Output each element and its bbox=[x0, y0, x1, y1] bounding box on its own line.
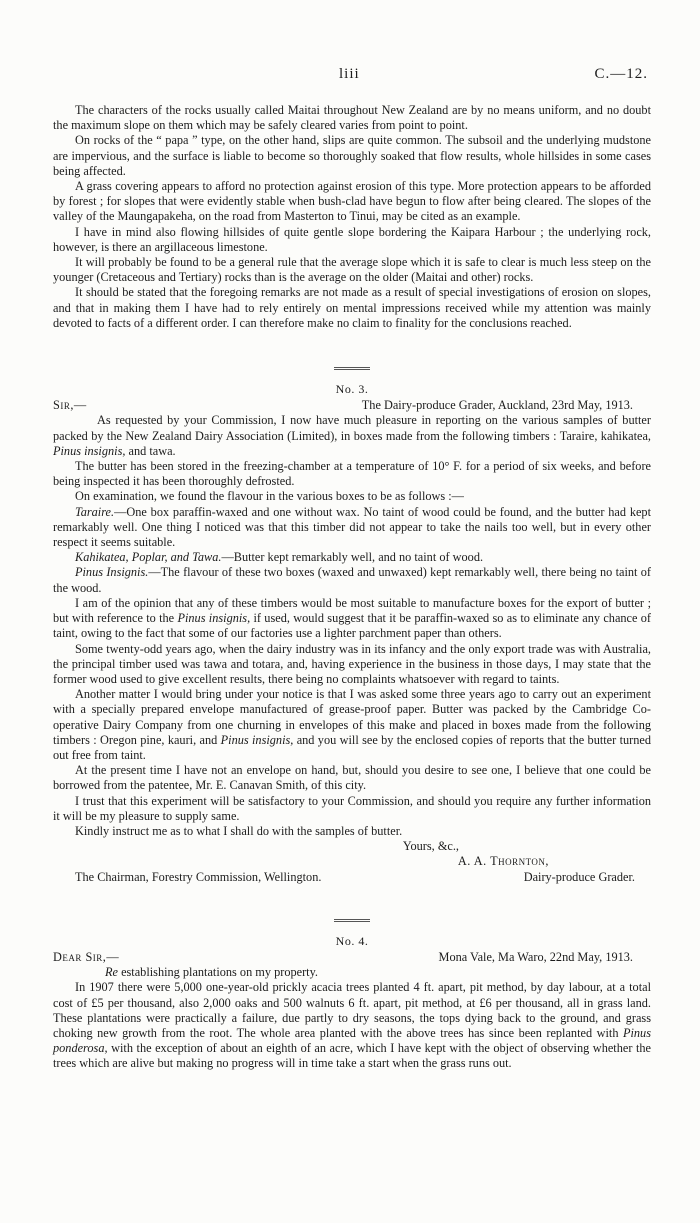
paragraph: It will probably be found to be a general rule that the average slope which it is safe to clear is much less steep on the younger (Cretaceous and Tertiary) rocks than is the average on the older (Maitai and other) rocks. bbox=[53, 255, 651, 285]
subject-line: Re establishing plantations on my property. bbox=[105, 965, 319, 980]
letter-heading bbox=[53, 950, 651, 965]
letter-heading bbox=[53, 398, 651, 413]
paragraph: The butter has been stored in the freezing-chamber at a temperature of 10° F. for a period of six weeks, and before being inspected it has been thoroughly defrosted. bbox=[53, 459, 651, 489]
paragraph: Some twenty-odd years ago, when the dairy industry was in its infancy and the only export trade was with Australia, the principal timber used was tawa and totara, and, having experience in the business in those days, I may state that the former wood used to give excellent results, there being no complaints whatsoever with regard to taints. bbox=[53, 641, 651, 686]
document-body bbox=[53, 103, 651, 1072]
paragraph: Another matter I would bring under your notice is that I was asked some three years ago to carry out an experiment with a specially prepared envelope manufactured of grease-proof paper. Butter was packed by the Cambridge Co-operative Dairy Company from one churning in envelopes of this make and placed in boxes made from the following timbers : Oregon pine, kauri, and Pinus insignis, and you will see by the enclosed copies of reports that the butter turned out free from taint. bbox=[53, 687, 651, 762]
paragraph: On examination, we found the flavour in the various boxes to be as follows :— bbox=[75, 489, 464, 504]
addressee: The Chairman, Forestry Commission, Wellington. bbox=[75, 869, 322, 884]
page-number: liii bbox=[339, 66, 360, 82]
paragraph: At the present time I have not an envelope on hand, but, should you desire to see one, I believe that one could be borrowed from the patentee, Mr. E. Canavan Smith, of this city. bbox=[53, 763, 651, 793]
letter-number: No. 3. bbox=[335, 382, 369, 397]
paragraph: The characters of the rocks usually called Maitai throughout New Zealand are by no means uniform, and no doubt the maximum slope on them which may be safely cleared varies from point to point. bbox=[53, 103, 651, 133]
signature: A. A. Thornton, bbox=[457, 854, 549, 869]
page-header bbox=[0, 66, 700, 86]
salutation: Dear Sir,— bbox=[53, 949, 120, 964]
paragraph: It should be stated that the foregoing remarks are not made as a result of special investigations of erosion on slopes, and that in making them I have had to rely entirely on mental impressions received while my attention was mainly devoted to facts of a different order. I can therefore make no claim to finality for the conclusions reached. bbox=[53, 285, 651, 330]
letter-footer bbox=[53, 870, 651, 885]
paragraph: Taraire.—One box paraffin-waxed and one without wax. No taint of wood could be found, and the butter had kept remarkably well. One thing I noticed was that this timber did not appear to take the nails too well, but in every other respect it seems suitable. bbox=[53, 504, 651, 550]
paragraph: On rocks of the “ papa ” type, on the other hand, slips are quite common. The subsoil and the underlying mudstone are impervious, and the surface is liable to become so thoroughly soaked that flow results, whole hillsides in some cases being affected. bbox=[53, 133, 651, 178]
section-divider bbox=[334, 919, 370, 922]
dateline: Mona Vale, Ma Waro, 22nd May, 1913. bbox=[438, 949, 633, 964]
salutation: Sir,— bbox=[53, 398, 87, 413]
paragraph: In 1907 there were 5,000 one-year-old prickly acacia trees planted 4 ft. apart, pit method, by day labour, at a total cost of £5 per thousand, also 2,000 oaks and 500 walnuts 6 ft. apart, pit method, at £6 per thousand, all in grass land. These plantations were practically a failure, due partly to dry seasons, the tops dying back to the ground, and grass choking new growth from the root. The whole area planted with the above trees has since been replanted with Pinus ponderosa, with the exception of about an eighth of an acre, which I have kept with the object of observing whether the trees which are alive but making no progress will in time take a start when the grass runs out. bbox=[53, 980, 651, 1071]
document-reference: C.—12. bbox=[594, 66, 648, 82]
dateline: The Dairy-produce Grader, Auckland, 23rd May, 1913. bbox=[361, 398, 633, 413]
section-divider bbox=[334, 367, 370, 370]
paragraph: Kindly instruct me as to what I shall do with the samples of butter. bbox=[75, 823, 403, 838]
paragraph: A grass covering appears to afford no protection against erosion of this type. More protection appears to be afforded by forest ; for slopes that were evidently stable when bush-clad have begun to flow after being cleared. The slopes of the valley of the Maungapakeha, on the road from Masterton to Tinui, may be cited as an example. bbox=[53, 179, 651, 224]
paragraph: As requested by your Commission, I now have much pleasure in reporting on the various samples of butter packed by the New Zealand Dairy Association (Limited), in boxes made from the following timbers : Taraire, kahikatea, Pinus insignis, and tawa. bbox=[53, 413, 651, 458]
closing: Yours, &c., bbox=[402, 839, 459, 854]
paragraph: I trust that this experiment will be satisfactory to your Commission, and should you require any further information it will be my pleasure to supply same. bbox=[53, 793, 651, 823]
paragraph: I have in mind also flowing hillsides of quite gentle slope bordering the Kaipara Harbour ; the underlying rock, however, is there an argillaceous limestone. bbox=[53, 224, 651, 254]
letter-number: No. 4. bbox=[335, 933, 369, 948]
signatory-title: Dairy-produce Grader. bbox=[523, 869, 635, 884]
paragraph: Pinus Insignis.—The flavour of these two boxes (waxed and unwaxed) kept remarkably well, there being no taint of the wood. bbox=[53, 565, 651, 595]
paragraph: Kahikatea, Poplar, and Tawa.—Butter kept remarkably well, and no taint of wood. bbox=[75, 550, 484, 565]
paragraph: I am of the opinion that any of these timbers would be most suitable to manufacture boxes for the export of butter ; but with reference to the Pinus insignis, if used, would suggest that it be paraffin-waxed so as to eliminate any chance of taint, owing to the fact that some of our factories use a lighter parchment paper than others. bbox=[53, 595, 652, 641]
